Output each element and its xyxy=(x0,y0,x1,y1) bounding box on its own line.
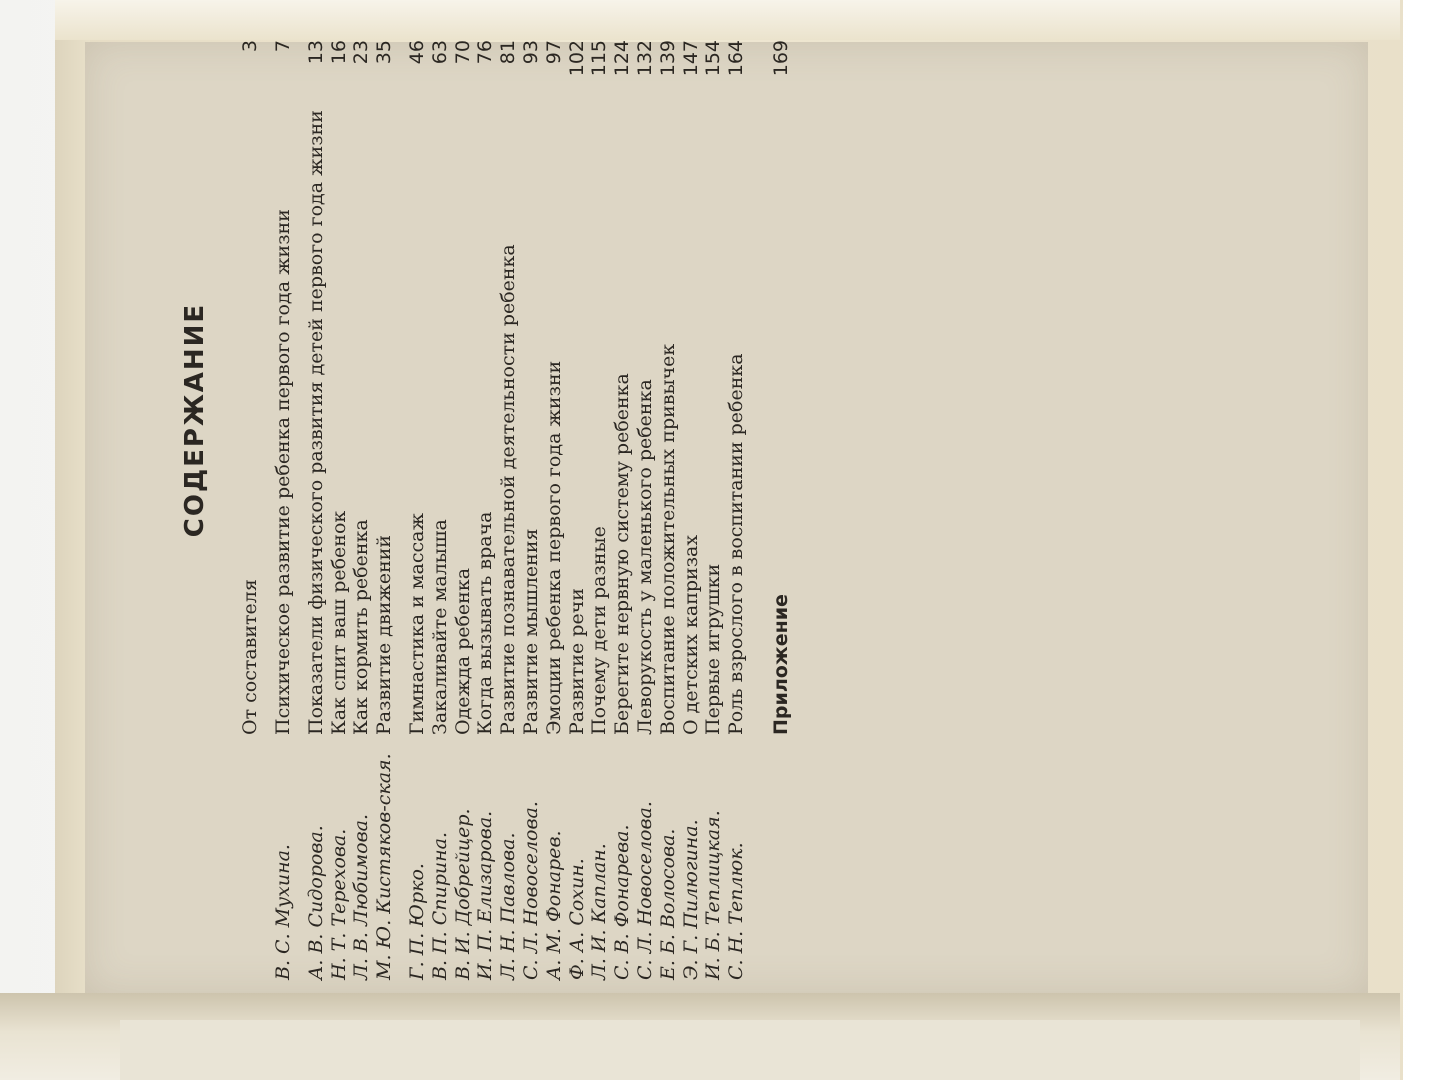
toc-entry xyxy=(305,40,328,980)
toc-entry xyxy=(680,40,703,980)
toc-entry xyxy=(657,40,680,980)
toc-entry xyxy=(634,40,657,980)
toc-appendix-entry xyxy=(770,40,793,980)
toc-entry xyxy=(474,40,497,980)
toc-page-number: 81 xyxy=(497,40,520,65)
toc-author: С. Л. Новоселова. xyxy=(519,801,542,980)
toc-page-number: 3 xyxy=(239,40,262,53)
toc-title: Роль взрослого в воспитании ребенка xyxy=(725,353,748,735)
toc-author: Г. П. Юрко. xyxy=(405,863,428,980)
toc-author: С. Н. Теплюк. xyxy=(725,842,748,980)
toc-author: М. Ю. Кистяков-ская. xyxy=(373,753,396,980)
toc-entry xyxy=(373,40,396,980)
toc-title: Первые игрушки xyxy=(702,563,725,735)
toc-entry xyxy=(452,40,475,980)
toc-title: Когда вызывать врача xyxy=(474,511,497,735)
toc-page-number: 102 xyxy=(565,40,588,77)
toc-entry xyxy=(566,40,589,980)
toc-title: Воспитание положительных привычек xyxy=(656,343,679,735)
toc-page-number: 132 xyxy=(633,40,656,77)
toc-page-number: 16 xyxy=(327,40,350,65)
toc-page-number: 23 xyxy=(350,40,373,65)
toc-page-number: 46 xyxy=(405,40,428,65)
toc-entry xyxy=(543,40,566,980)
toc-title: Как спит ваш ребенок xyxy=(327,510,350,735)
toc-page-number: 115 xyxy=(588,40,611,77)
toc-page-number: 13 xyxy=(304,40,327,65)
toc-title: Гимнастика и массаж xyxy=(405,513,428,735)
toc-entry xyxy=(611,40,634,980)
toc-author: Е. Б. Волосова. xyxy=(656,828,679,980)
toc-author: Ф. А. Сохин. xyxy=(565,858,588,980)
toc-page-number: 70 xyxy=(451,40,474,65)
toc-entry xyxy=(350,40,373,980)
toc-page-number: 164 xyxy=(725,40,748,77)
toc-entry xyxy=(725,40,748,980)
toc-entry xyxy=(239,40,262,980)
toc-page-number: 147 xyxy=(679,40,702,77)
toc-author: А. М. Фонарев. xyxy=(542,830,565,980)
toc-title: Показатели физического развития детей первого года жизни xyxy=(304,110,327,735)
toc-entry xyxy=(520,40,543,980)
toc-title: Как кормить ребенка xyxy=(350,519,373,735)
toc-page-number: 97 xyxy=(542,40,565,65)
toc-page-number: 93 xyxy=(519,40,542,65)
toc-author: С. В. Фонарева. xyxy=(611,824,634,980)
toc-author: Н. Т. Терехова. xyxy=(327,828,350,980)
toc-entry xyxy=(272,40,295,980)
toc-author: И. Б. Теплицкая. xyxy=(702,810,725,980)
toc-author: В. П. Спирина. xyxy=(428,832,451,980)
toc-author: Л. Н. Павлова. xyxy=(497,832,520,980)
toc-title: Берегите нервную систему ребенка xyxy=(611,373,634,735)
toc-author: А. В. Сидорова. xyxy=(304,825,327,980)
toc-entry xyxy=(429,40,452,980)
toc-entry xyxy=(588,40,611,980)
toc-title: Психическое развитие ребенка первого года жизни xyxy=(271,209,294,735)
toc-title: Развитие речи xyxy=(565,588,588,735)
toc-page-number: 35 xyxy=(373,40,396,65)
facing-page-edge xyxy=(120,1020,1360,1080)
toc-author: В. С. Мухина. xyxy=(271,844,294,980)
toc-author: И. П. Елизарова. xyxy=(474,810,497,980)
toc-page-number: 7 xyxy=(271,40,294,53)
toc-title: Почему дети разные xyxy=(588,526,611,735)
toc-entry xyxy=(702,40,725,980)
toc-title: Эмоции ребенка первого года жизни xyxy=(542,360,565,735)
appendix-title: Приложение xyxy=(769,594,792,735)
toc-page-number: 63 xyxy=(428,40,451,65)
toc-title: Развитие познавательной деятельности ребенка xyxy=(497,244,520,735)
toc-entry xyxy=(328,40,351,980)
appendix-page-number: 169 xyxy=(769,40,792,77)
toc-title: Развитие движений xyxy=(373,534,396,735)
cover-edge xyxy=(55,0,1400,40)
toc-page-number: 154 xyxy=(702,40,725,77)
table-of-contents xyxy=(180,40,1240,980)
toc-page-number: 139 xyxy=(656,40,679,77)
toc-title: Развитие мышления xyxy=(519,528,542,735)
toc-entry xyxy=(406,40,429,980)
toc-title: Леворукость у маленького ребенка xyxy=(633,379,656,735)
toc-author: Л. И. Каплан. xyxy=(588,843,611,980)
toc-title: О детских капризах xyxy=(679,534,702,735)
toc-heading: СОДЕРЖАНИЕ xyxy=(180,302,210,538)
toc-author: Л. В. Любимова. xyxy=(350,813,373,980)
toc-title: Одежда ребенка xyxy=(451,567,474,735)
toc-page-number: 124 xyxy=(611,40,634,77)
toc-author: В. И. Добрейцер. xyxy=(451,808,474,980)
toc-entry xyxy=(497,40,520,980)
toc-page-number: 76 xyxy=(474,40,497,65)
toc-author: Э. Г. Пилюгина. xyxy=(679,819,702,980)
toc-title: Закаливайте малыша xyxy=(428,519,451,735)
toc-title: От составителя xyxy=(239,579,262,735)
toc-author: С. Л. Новоселова. xyxy=(633,801,656,980)
